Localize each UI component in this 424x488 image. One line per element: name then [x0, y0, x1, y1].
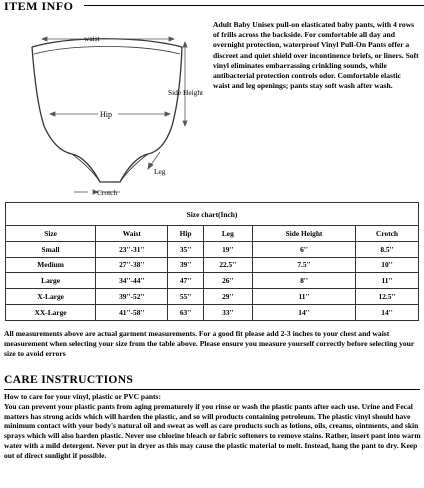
care-instructions-body: [4, 392, 422, 461]
item-info-title: ITEM INFO: [4, 0, 74, 13]
product-description: Adult Baby Unisex pull-on elasticated baby pants, with 4 rows of frills across the backside. For comfortable all day and overnight protection, waterproof Vinyl Pull-On Pants offer a discreet and quiet shield over incontinence briefs, or liners. Soft vinyl eliminates embarrassing crinkling sounds, while antibacterial protection controls odor. Comfortable elastic waist and leg openings; pants stay soft wash after wash.: [213, 20, 419, 91]
header-rule: [84, 5, 424, 6]
waist-cell: 27''-38'': [96, 257, 168, 273]
size-chart-caption: Size chart(Inch): [6, 203, 419, 226]
leg-cell: 19'': [203, 241, 252, 257]
table-row: [6, 304, 419, 320]
care-rule: [4, 389, 420, 390]
care-heading: How to care for your vinyl, plastic or PVC pants:: [4, 392, 161, 401]
leg-cell: 29'': [203, 289, 252, 305]
leg-cell: 22.5'': [203, 257, 252, 273]
size-chart-caption-row: [6, 203, 419, 226]
column-header: Size: [6, 226, 96, 242]
table-row: [6, 289, 419, 305]
table-row: [6, 241, 419, 257]
waist-cell: 23''-31'': [96, 241, 168, 257]
left-leg-opening: [72, 154, 100, 182]
crotch-cell: 12.5'': [356, 289, 419, 305]
waistband-top: [32, 39, 182, 47]
leg-cell: 26'': [203, 273, 252, 289]
dimension-labels: [84, 34, 204, 197]
waistband-bottom: [34, 47, 180, 55]
column-header: Hip: [168, 226, 203, 242]
waist-cell: 39''-52'': [96, 289, 168, 305]
crotch-label: Crotch: [97, 188, 118, 197]
hip-cell: 55'': [168, 289, 203, 305]
crotch-cell: 10'': [356, 257, 419, 273]
size-chart-header-row: [6, 226, 419, 242]
size-cell: Small: [6, 241, 96, 257]
care-instructions-header: [0, 373, 424, 391]
hip-cell: 47'': [168, 273, 203, 289]
column-header: Waist: [96, 226, 168, 242]
size-cell: Medium: [6, 257, 96, 273]
crotch-cell: 14'': [356, 304, 419, 320]
crotch-cell: 8.5'': [356, 241, 419, 257]
side-height-cell: 7.5'': [252, 257, 355, 273]
side-height-cell: 8'': [252, 273, 355, 289]
care-text: You can prevent your plastic pants from aging prematurely if you rinse or wash the plastic pants after each use. Urine and Fecal matters has strong acids which will harden the plastic, and so will products containing petroleum. The plastic vinyl should have minimum contact with your body's natural oil and sweat as well as care products such as lotions, oils, creams, ointments, and skin sprays which will also harden plastic. Never use chlorine bleach or fabric softeners to remove stains. Rather, insert pant into warm water with a mild detergent. Never put in dryer as this may cause the plastic material to melt. Instead, hang the pant to dry. Keep out of direct sunlight if possible.: [4, 401, 421, 460]
item-info-header: [0, 0, 424, 12]
hip-cell: 39'': [168, 257, 203, 273]
waist-cell: 41''-58'': [96, 304, 168, 320]
size-cell: XX-Large: [6, 304, 96, 320]
garment-diagram: [0, 14, 212, 199]
hip-cell: 35'': [168, 241, 203, 257]
leg-label: Leg: [154, 167, 166, 176]
size-cell: Large: [6, 273, 96, 289]
waist-label: waist: [84, 34, 100, 43]
care-instructions-title: CARE INSTRUCTIONS: [4, 373, 134, 386]
hip-label: Hip: [100, 110, 112, 119]
column-header: Crotch: [356, 226, 419, 242]
waist-cell: 34''-44'': [96, 273, 168, 289]
column-header: Leg: [203, 226, 252, 242]
side-height-cell: 14'': [252, 304, 355, 320]
size-chart: [5, 202, 419, 330]
column-header: Side Height: [252, 226, 355, 242]
crotch-cell: 11'': [356, 273, 419, 289]
size-chart-table: [5, 202, 419, 321]
side-height-label: Side Height: [168, 88, 204, 97]
leg-cell: 33'': [203, 304, 252, 320]
right-leg-opening: [120, 154, 148, 182]
side-height-cell: 6'': [252, 241, 355, 257]
table-row: [6, 273, 419, 289]
size-cell: X-Large: [6, 289, 96, 305]
measurement-note: All measurements above are actual garment measurements. For a good fit please add 2-3 inches to your chest and waist measurement when selecting your size from the table above. Please ensure you measure yourself correctly before selecting your size to avoid errors: [4, 329, 415, 358]
table-row: [6, 257, 419, 273]
hip-cell: 63'': [168, 304, 203, 320]
side-height-cell: 11'': [252, 289, 355, 305]
